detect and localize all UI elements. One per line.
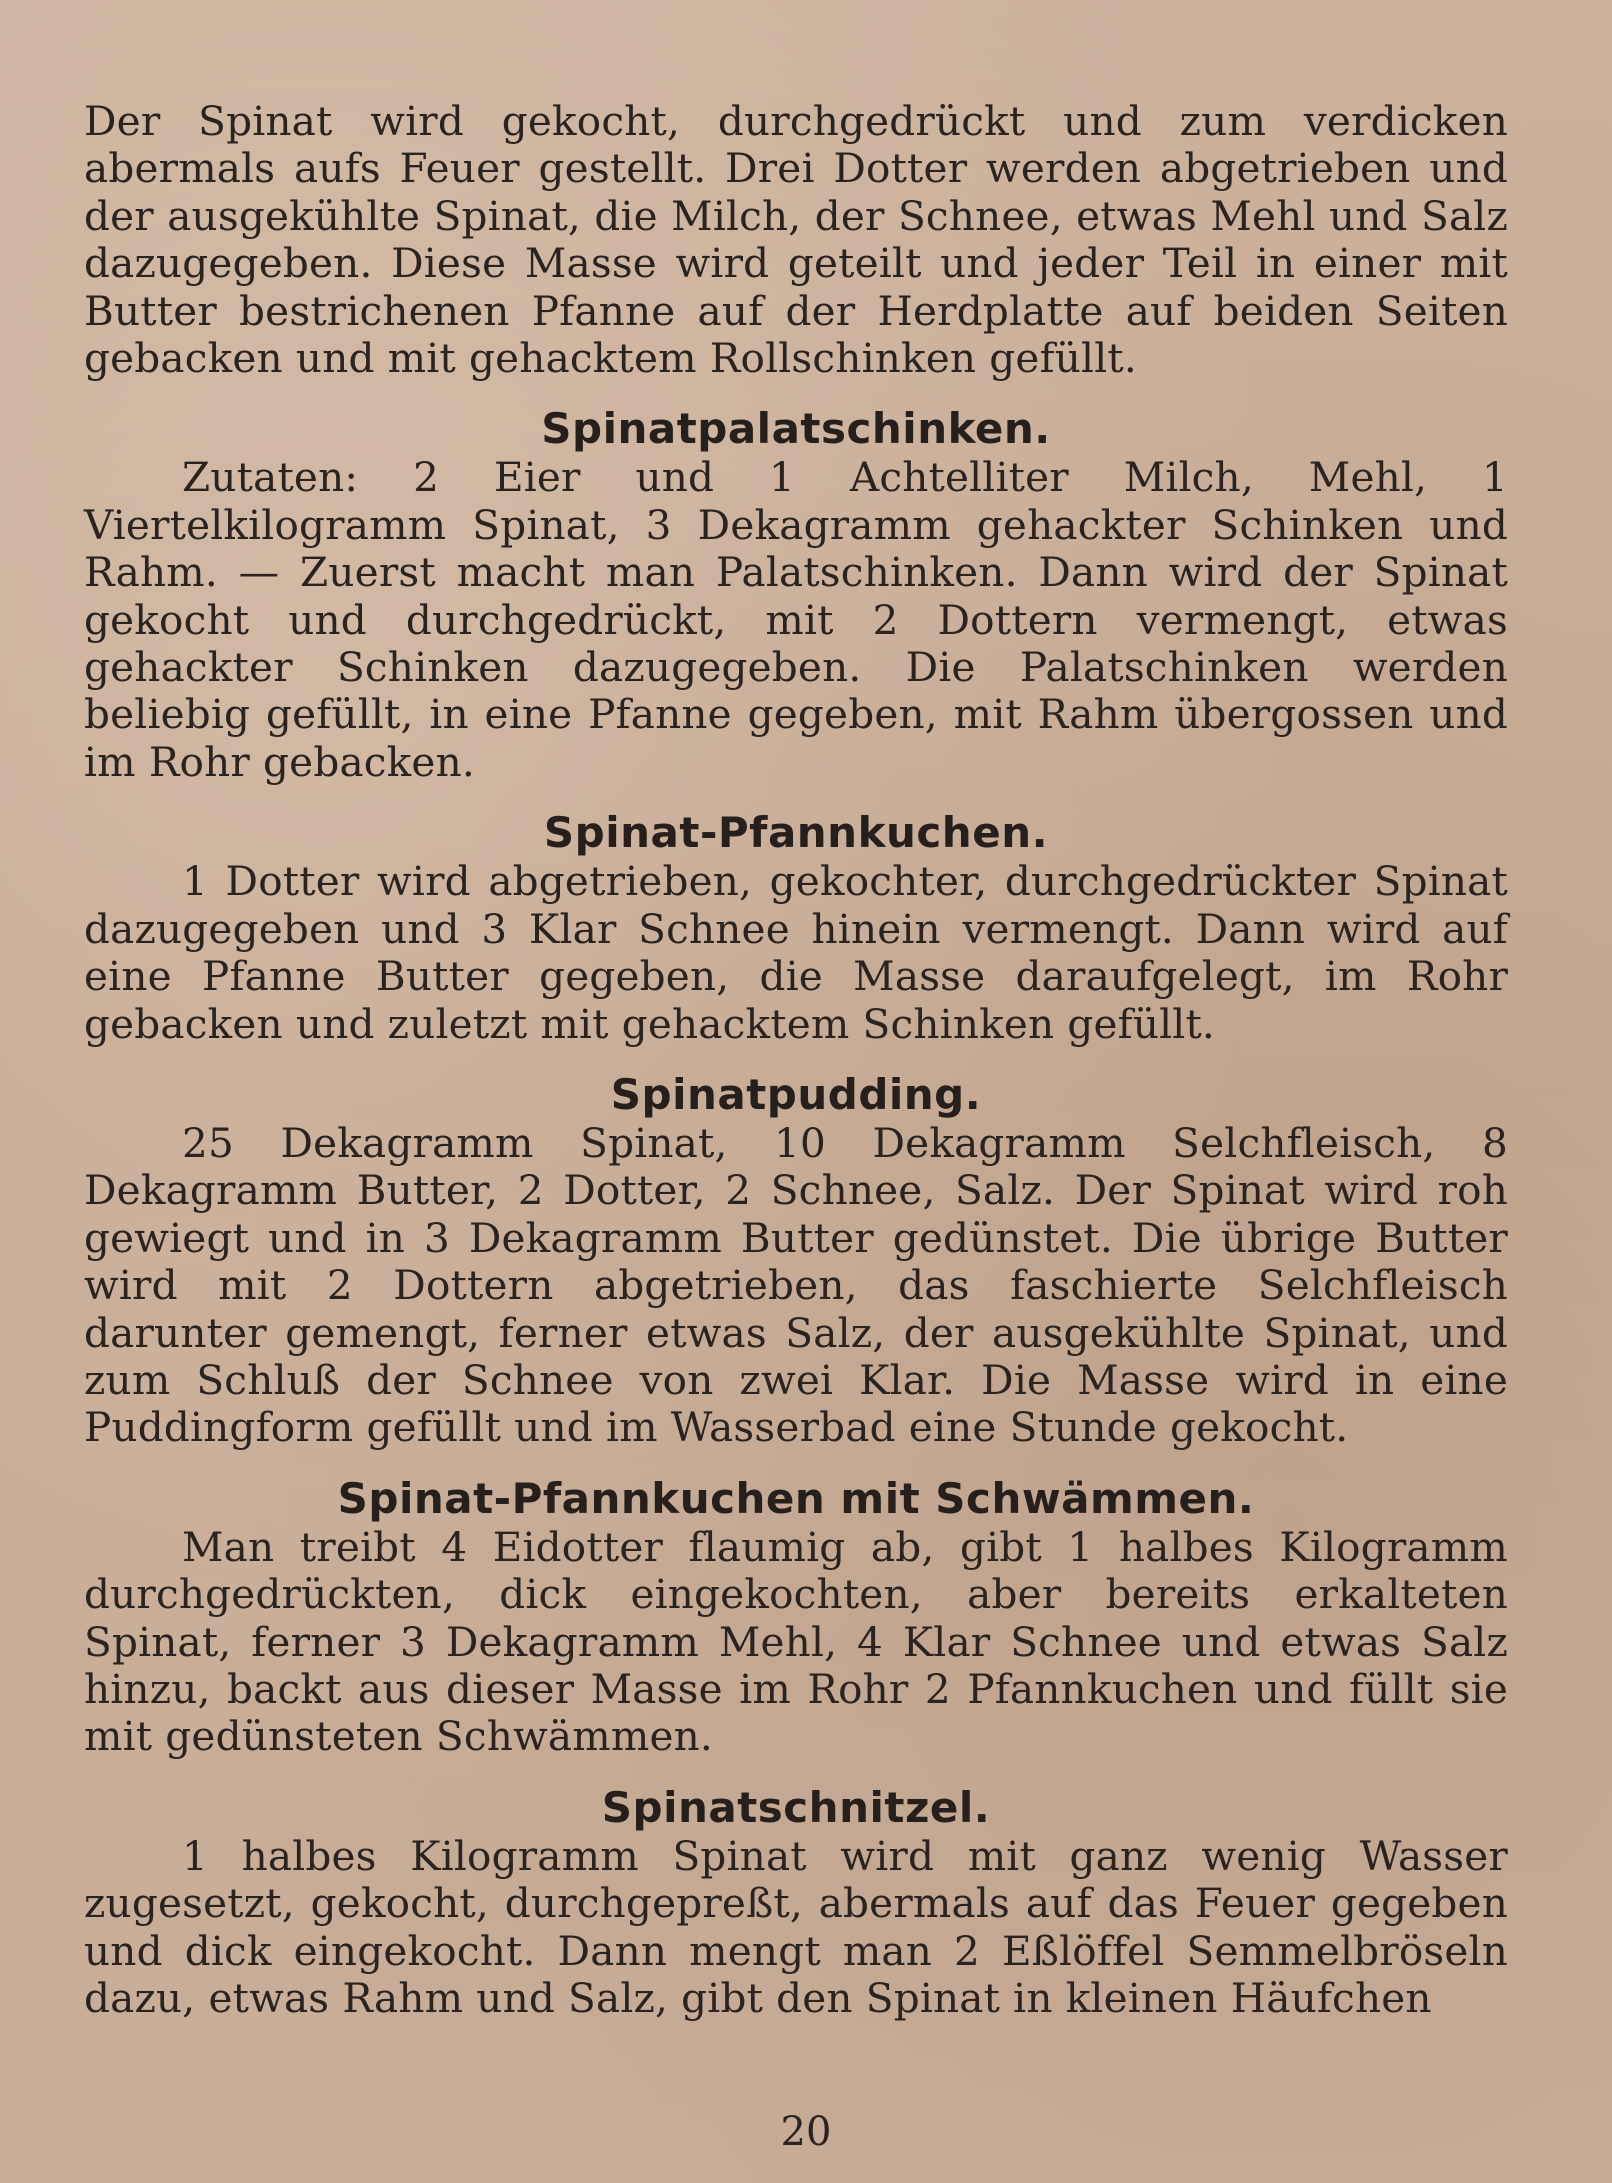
section-gap bbox=[84, 1761, 1508, 1783]
section-paragraph: 1 halbes Kilogramm Spinat wird mit ganz wenig Wasser zugesetzt, gekocht, durchgepreßt, abermals auf das Feuer gegeben und dick eingekocht. Dann mengt man 2 Eßlöffel Semmelbröseln dazu, etwas Rahm und Salz, gibt den Spinat in kleinen Häufchen bbox=[84, 1831, 1508, 2022]
section-title: Spinatpudding. bbox=[610, 1069, 982, 1119]
section-gap bbox=[84, 786, 1508, 808]
section-gap bbox=[84, 382, 1508, 404]
section-paragraph: Zutaten: 2 Eier und 1 Achtelliter Milch, Mehl, 1 Viertelkilogramm Spinat, 3 Dekagramm gehackter Schinken und Rahm. — Zuerst macht man Palatschinken. Dann wird der Spinat gekocht und durchgedrückt, mit 2 Dottern vermengt, etwas gehackter Schinken dazugegeben. Die Palatschinken werden beliebig gefüllt, in eine Pfanne gegeben, mit Rahm übergossen und im Rohr gebacken. bbox=[84, 453, 1508, 786]
section-title: Spinat-Pfannkuchen mit Schwämmen. bbox=[337, 1473, 1255, 1523]
section-paragraph: Man treibt 4 Eidotter flaumig ab, gibt 1 halbes Kilogramm durchgedrückten, dick eingekochten, aber bereits erkalteten Spinat, ferner 3 Dekagramm Mehl, 4 Klar Schnee und etwas Salz hinzu, backt aus dieser Masse im Rohr 2 Pfannkuchen und füllt sie mit gedünsteten Schwämmen. bbox=[84, 1522, 1508, 1761]
section-paragraph: 25 Dekagramm Spinat, 10 Dekagramm Selchfleisch, 8 Dekagramm Butter, 2 Dotter, 2 Schnee, Salz. Der Spinat wird roh gewiegt und in 3 Dekagramm Butter gedünstet. Die übrige Butter wird mit 2 Dottern abgetrieben, das faschierte Selchfleisch darunter gemengt, ferner etwas Salz, der ausgekühlte Spinat, und zum Schluß der Schnee von zwei Klar. Die Masse wird in eine Puddingform gefüllt und im Wasserbad eine Stunde gekocht. bbox=[84, 1118, 1508, 1452]
page-number: 20 bbox=[780, 2109, 832, 2155]
page-content bbox=[84, 98, 1508, 2022]
section-title: Spinatpalatschinken. bbox=[541, 404, 1051, 454]
section-gap bbox=[84, 1048, 1508, 1070]
section-title: Spinat-Pfannkuchen. bbox=[543, 808, 1049, 858]
intro-paragraph: Der Spinat wird gekocht, durchgedrückt und zum verdicken abermals aufs Feuer gestellt. Drei Dotter werden abgetrieben und der ausgekühlte Spinat, die Milch, der Schnee, etwas Mehl und Salz dazugegeben. Diese Masse wird geteilt und jeder Teil in einer mit Butter bestrichenen Pfanne auf der Herdplatte auf beiden Seiten gebacken und mit gehacktem Rollschinken gefüllt. bbox=[84, 97, 1508, 383]
section-title: Spinatschnitzel. bbox=[601, 1782, 991, 1832]
section-gap bbox=[84, 1452, 1508, 1474]
section-paragraph: 1 Dotter wird abgetrieben, gekochter, durchgedrückter Spinat dazugegeben und 3 Klar Schnee hinein vermengt. Dann wird auf eine Pfanne Butter gegeben, die Masse daraufgelegt, im Rohr gebacken und zuletzt mit gehacktem Schinken gefüllt. bbox=[84, 857, 1508, 1048]
